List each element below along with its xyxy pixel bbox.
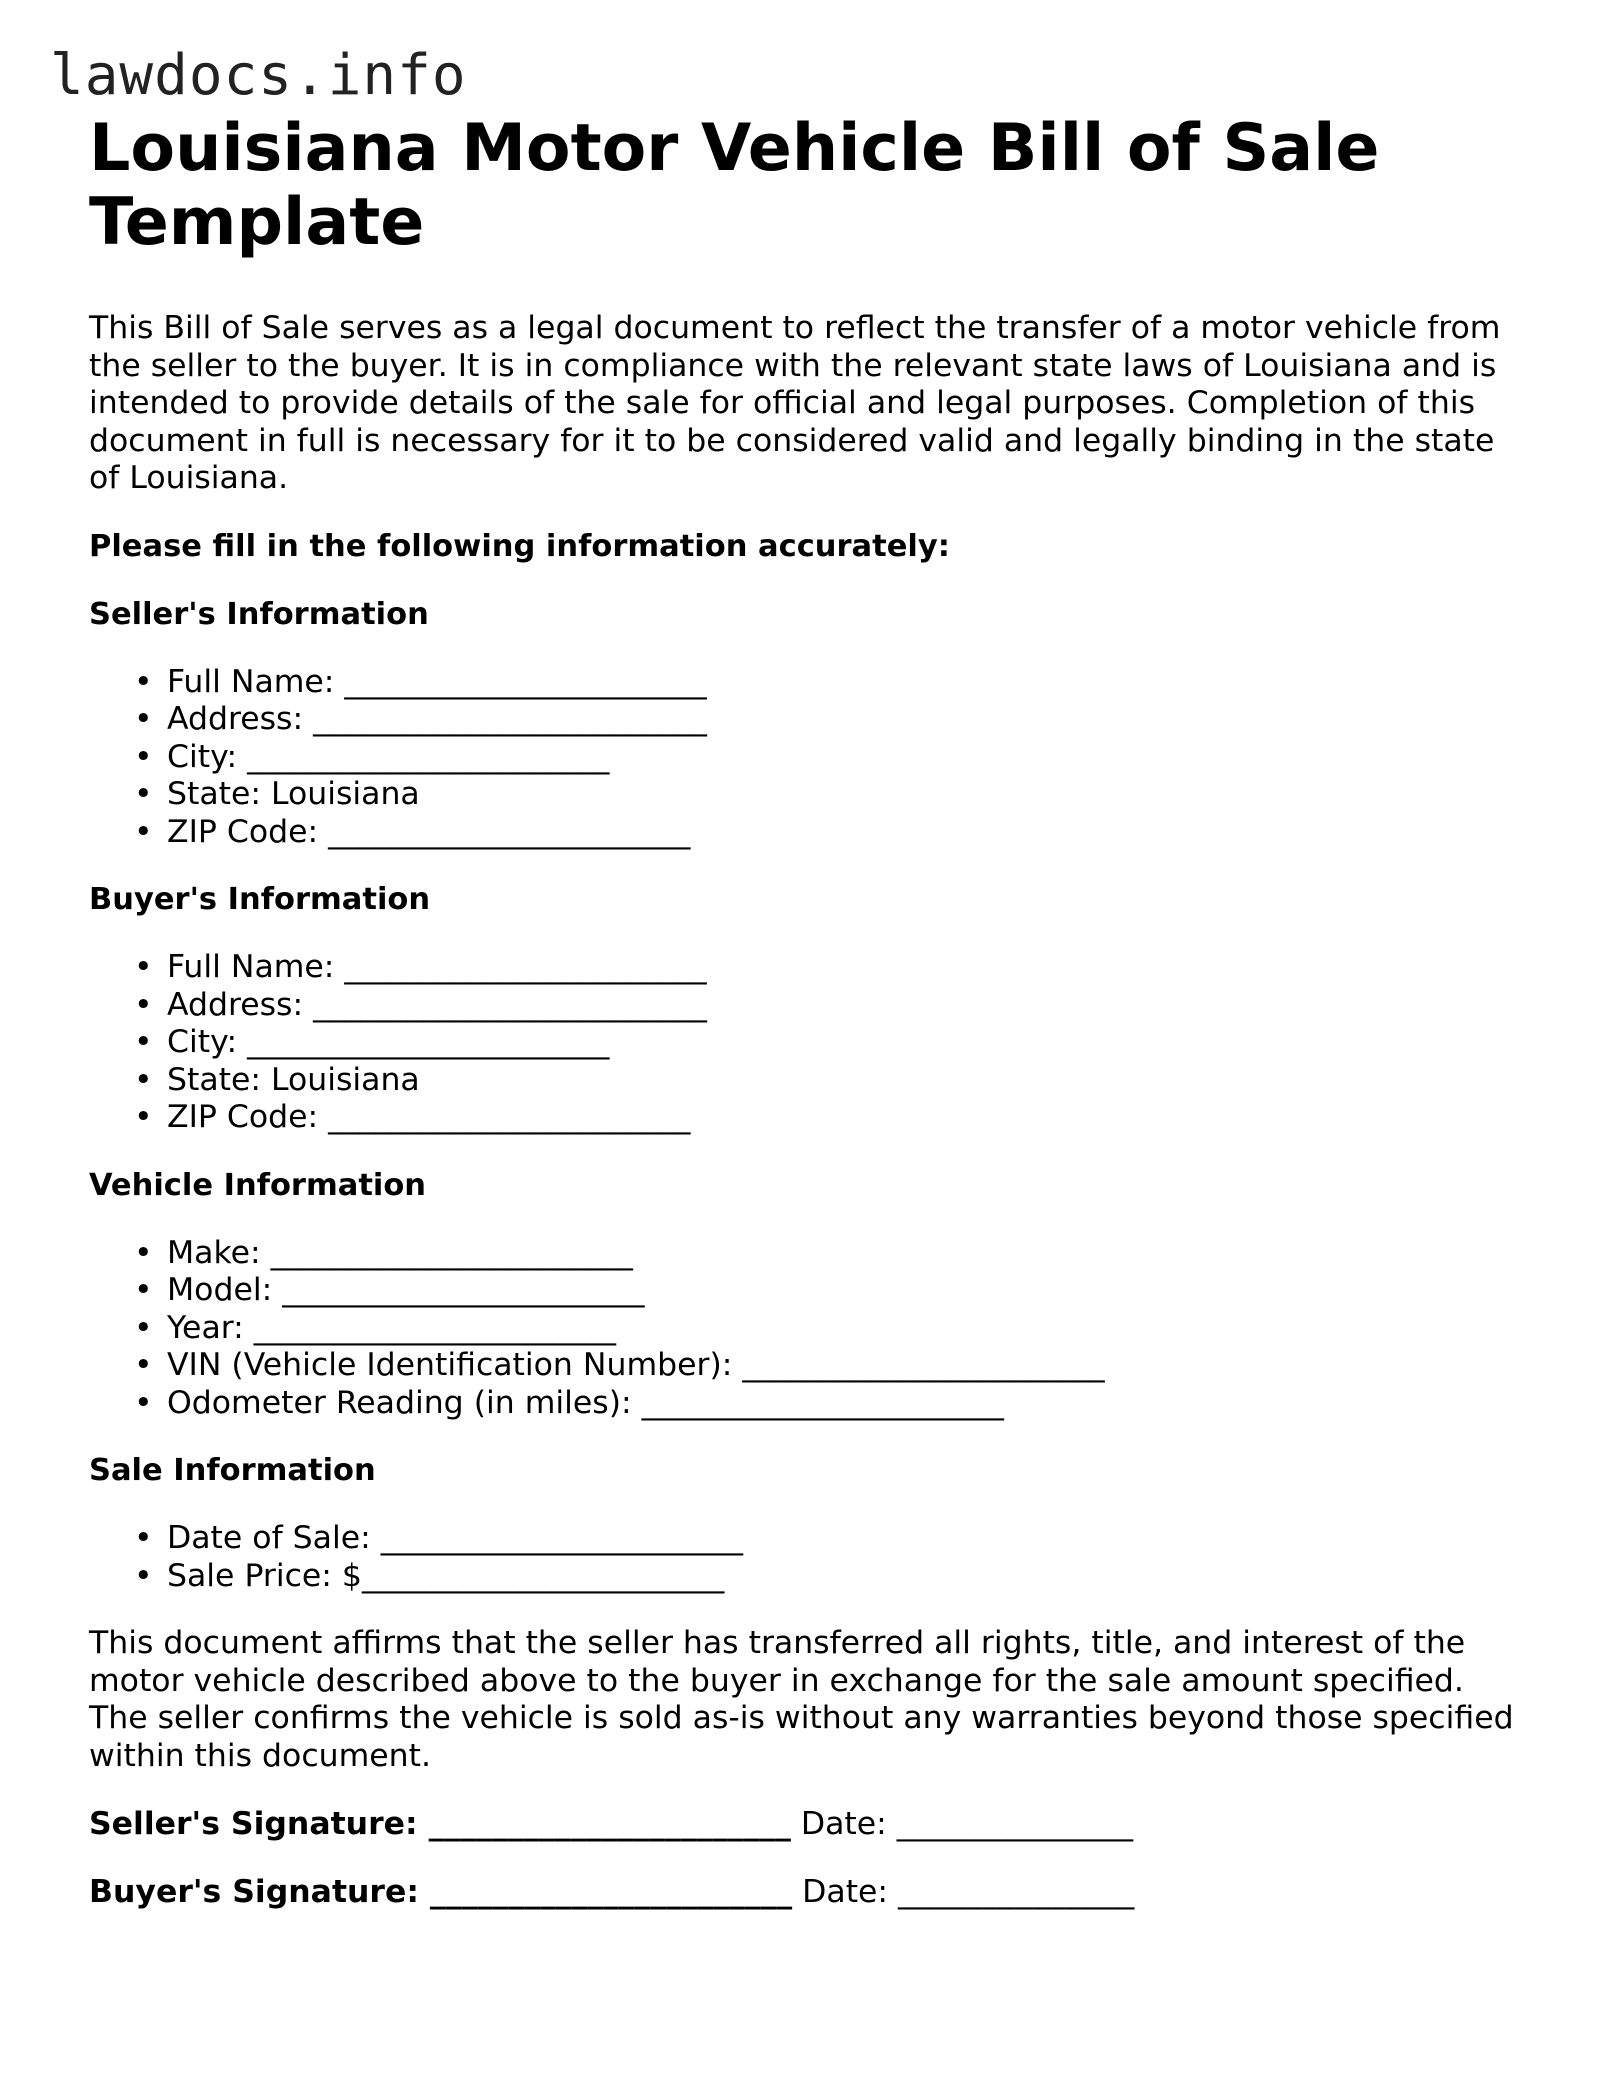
buyer-city-field[interactable]: • City: _______________________ [134,1024,610,1060]
bullet-icon: • [134,1309,153,1346]
buyer-zip-field[interactable]: • ZIP Code: _______________________ [134,1099,691,1135]
bullet-icon: • [134,813,153,850]
seller-zip-field[interactable]: • ZIP Code: _______________________ [134,813,691,850]
bullet-icon: • [134,1024,153,1060]
vehicle-fields-list [89,1235,1529,1423]
document-page [89,112,1529,1911]
document-title: Louisiana Motor Vehicle Bill of Sale Template [89,111,1380,260]
bullet-icon: • [134,986,153,1023]
buyer-fields-list [89,949,1529,1137]
bullet-icon: • [134,1347,153,1383]
bullet-icon: • [134,663,153,700]
buyer-signature-line[interactable] [89,1873,1529,1911]
vehicle-model-field[interactable]: • Model: _______________________ [134,1272,645,1308]
vehicle-section-heading: Vehicle Information [89,1167,427,1203]
watermark-logo: lawdocs.info [50,43,467,108]
fill-instruction: Please fill in the following information accurately: [89,528,950,564]
seller-signature-date: Date: _______________ [800,1806,1133,1842]
bullet-icon: • [134,1061,153,1098]
bullet-icon: • [134,738,153,775]
buyer-full-name-field[interactable]: • Full Name: _______________________ [134,949,707,985]
buyer-state-field: • State: Louisiana [134,1061,420,1098]
intro-paragraph: This Bill of Sale serves as a legal document to reflect the transfer of a motor vehicle from the seller to the buyer. It is in compliance with the relevant state laws of Louisiana and is intended to provide details of the sale for official and legal purposes. Completion of this document in full is necessary for it to be considered valid and legally binding in the state of Louisiana. [89,310,1501,496]
sale-price-field[interactable]: • Sale Price: $_______________________ [134,1557,725,1594]
buyer-signature-label: Buyer's Signature: _______________________ [89,1874,793,1910]
seller-address-field[interactable]: • Address: _________________________ [134,701,707,737]
seller-city-field[interactable]: • City: _______________________ [134,738,610,775]
bullet-icon: • [134,1520,153,1556]
sale-fields-list [89,1520,1529,1595]
vehicle-odometer-field[interactable]: • Odometer Reading (in miles): _______________________ [134,1384,1004,1421]
bullet-icon: • [134,776,153,812]
buyer-signature-date: Date: _______________ [802,1874,1135,1910]
sale-section-heading: Sale Information [89,1453,376,1488]
seller-state-field: • State: Louisiana [134,776,420,812]
buyer-address-field[interactable]: • Address: _________________________ [134,986,707,1023]
bullet-icon: • [134,1272,153,1308]
bullet-icon: • [134,701,153,737]
seller-fields-list [89,664,1529,852]
seller-full-name-field[interactable]: • Full Name: _______________________ [134,663,707,700]
bullet-icon: • [134,1099,153,1135]
vehicle-year-field[interactable]: • Year: _______________________ [134,1309,617,1346]
sale-date-field[interactable]: • Date of Sale: _______________________ [134,1520,743,1556]
buyer-section-heading: Buyer's Information [89,882,431,917]
bullet-icon: • [134,1557,153,1594]
bullet-icon: • [134,1234,153,1271]
seller-signature-line[interactable] [89,1805,1529,1843]
bullet-icon: • [134,1384,153,1421]
vehicle-vin-field[interactable]: • VIN (Vehicle Identification Number): _______________________ [134,1347,1105,1383]
seller-section-heading: Seller's Information [89,596,429,632]
affirmation-paragraph: This document affirms that the seller has transferred all rights, title, and interest of the motor vehicle described above to the buyer in exchange for the sale amount specified. The seller confirms the vehicle is sold as-is without any warranties beyond those specified within this document. [89,1625,1514,1774]
seller-signature-label: Seller's Signature: _______________________ [89,1806,791,1842]
vehicle-make-field[interactable]: • Make: _______________________ [134,1234,633,1271]
bullet-icon: • [134,949,153,985]
